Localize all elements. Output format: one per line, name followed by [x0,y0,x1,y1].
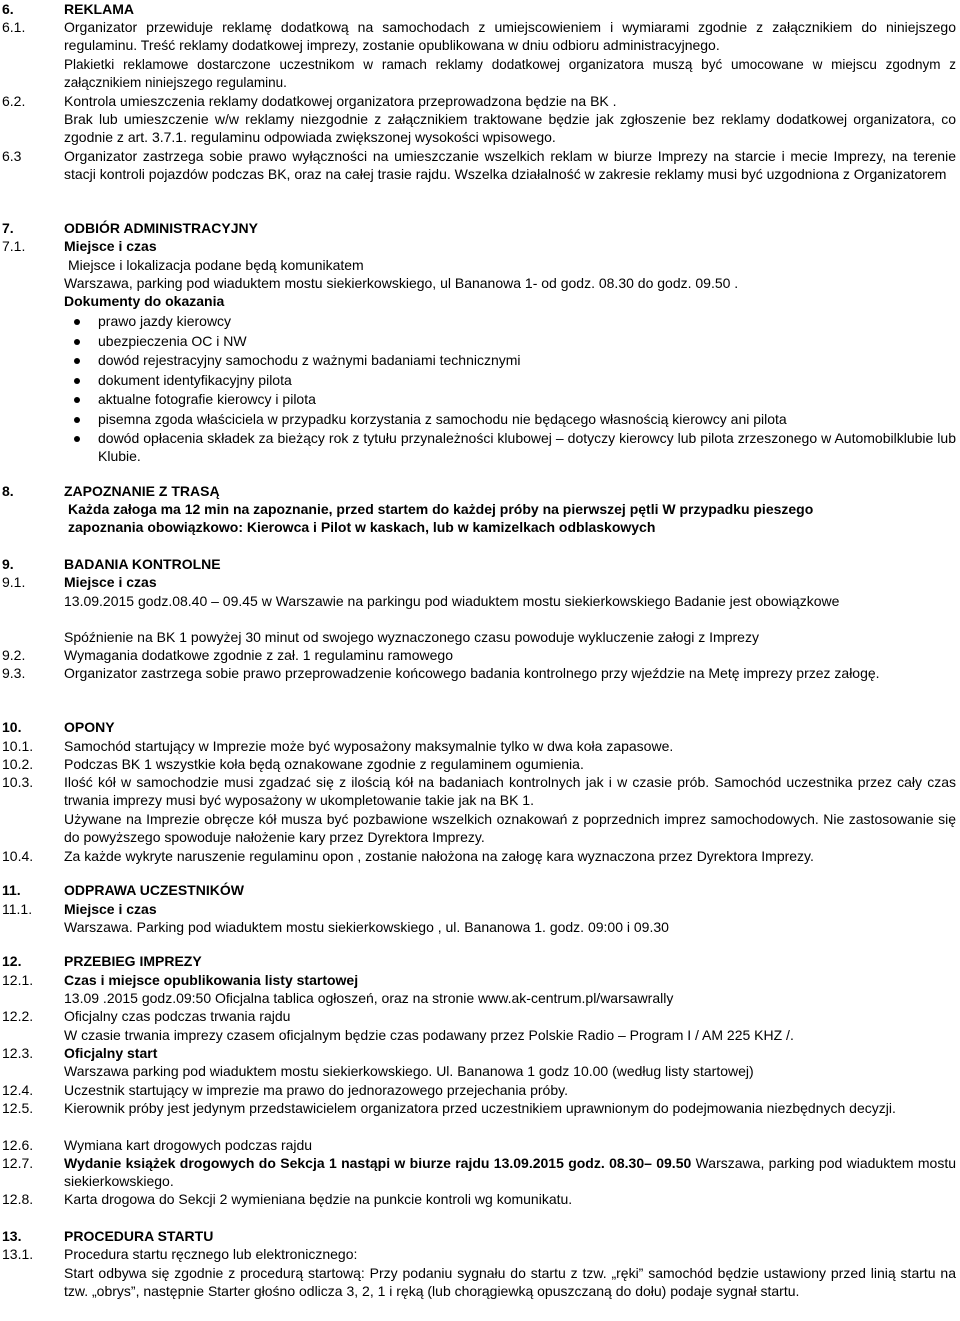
section-title: ZAPOZNANIE Z TRASĄ [64,483,220,499]
paragraph-text: Plakietki reklamowe dostarczone uczestnikom w ramach reklamy dodatkowej organizatora muszą być umocowane w miejscu zgodnym z załącznikiem niniejszego regulaminu. [64,57,956,90]
section-title: PROCEDURA STARTU [64,1228,214,1244]
paragraph-title: Oficjalny czas podczas trwania rajdu [64,1008,291,1024]
paragraph-text: Organizator zastrzega sobie prawo wyłączności na umieszczanie wszelkich reklam w biurze Imprezy na starcie i mecie Imprezy, na terenie stacji kontroli pojazdów podczas BK, oraz na całej trasie rajdu. Wszelka działalność w zakresie reklamy musi być uzgodniona z Organizatorem [64,148,956,182]
paragraph-text: Uczestnik startujący w imprezie ma prawo do jednorazowego przejechania próby. [64,1082,568,1098]
section-number: 8. [2,483,14,499]
paragraph-number: 12.3. [2,1045,34,1061]
paragraph-number: 12.4. [2,1082,34,1098]
paragraph-number: 10.1. [2,738,34,754]
section-title: ODBIÓR ADMINISTRACYJNY [64,220,258,236]
paragraph-text: Start odbywa się zgodnie z procedurą startową: Przy podaniu sygnału do startu z tzw. „ręki” samochód będzie ustawiony przed linią startu na tzw. „obrys”, następnie Starter głośno odlicza 3, 2, 1 i ręką (lub chorągiewką opuszczaną do dołu) podaje sygnał startu. [64,1265,956,1299]
list-item [64,390,956,410]
paragraph-number: 13.1. [2,1246,34,1262]
list-item [64,332,956,352]
paragraph-title: Miejsce i czas [64,901,157,917]
paragraph-text: Kierownik próby jest jedynym przedstawicielem organizatora przed uczestnikiem uprawnionym do podejmowania niezbędnych decyzji. [64,1100,896,1116]
list-item-text: prawo jazdy kierowcy [98,313,232,329]
paragraph-text-bold: Wydanie książek drogowych do Sekcja 1 nastąpi w biurze rajdu 13.09.2015 godz. 08.30– 09.50 [64,1155,692,1171]
paragraph-text: Organizator przewiduje reklamę dodatkową na samochodach z umiejscowieniem i wymiarami zgodnie z załącznikiem do niniejszego regulaminu. Treść reklamy dodatkowej imprezy, zostanie opublikowana w dniu odbioru administracyjnego. [64,19,956,53]
section-number: 6. [2,1,14,17]
paragraph-number: 12.5. [2,1100,34,1116]
paragraph-number: 10.4. [2,848,34,864]
list-item [64,371,956,391]
list-item [64,410,956,430]
list-item-text: pisemna zgoda właściciela w przypadku korzystania z samochodu nie będącego własnością kierowcy ani pilota [98,410,787,427]
section-number: 10. [2,719,22,735]
paragraph-text: Warszawa. Parking pod wiaduktem mostu siekierkowskiego , ul. Bananowa 1. godz. 09:00 i 09.30 [64,919,669,935]
list-item [64,351,956,371]
paragraph-number: 9.1. [2,574,26,590]
paragraph-text: W czasie trwania imprezy czasem oficjalnym będzie czas podawany przez Polskie Radio – Program I / AM 225 KHZ /. [64,1027,794,1043]
section-number: 11. [2,882,21,898]
paragraph-text: Miejsce i lokalizacja podane będą komunikatem [68,257,364,273]
section-title: OPONY [64,719,115,735]
paragraph-number: 12.2. [2,1008,34,1024]
paragraph-number: 12.7. [2,1155,34,1171]
list-item [64,312,956,332]
paragraph-number: 12.8. [2,1191,34,1207]
paragraph-number: 9.3. [2,665,26,681]
paragraph-number: 7.1. [2,238,26,254]
list-item [64,429,956,465]
paragraph-text: 13.09 .2015 godz.09:50 Oficjalna tablica ogłoszeń, oraz na stronie www.ak-centrum.pl/warsawrally [64,990,674,1006]
documents-list [64,312,956,465]
paragraph-number: 6.3 [2,148,22,164]
bullet-icon [74,436,80,442]
bullet-icon [74,319,80,325]
paragraph-title: Oficjalny start [64,1045,158,1061]
section-number: 13. [2,1228,22,1244]
section-title: REKLAMA [64,1,134,17]
paragraph-text: Brak lub umieszczenie w/w reklamy niezgodnie z załącznikiem traktowane będzie jak zgłoszenie bez reklamy dodatkowej organizatora, co zgodnie z art. 3.7.1. regulaminu odpowiada zwiększonej wysokości wpisowego. [64,111,956,145]
paragraph-number: 9.2. [2,647,26,663]
section-number: 9. [2,556,14,572]
paragraph-text: Spóźnienie na BK 1 powyżej 30 minut od swojego wyznaczonego czasu powoduje wykluczenie załogi z Imprezy [64,629,759,645]
paragraph-text: Organizator zastrzega sobie prawo przeprowadzenie końcowego badania kontrolnego przy wjeździe na Metę imprezy przez załogę. [64,665,880,681]
paragraph-text: Ilość kół w samochodzie musi zgadzać się z ilością kół na badaniach kontrolnych jak i w czasie prób. Samochód uczestnika przez cały czas trwania imprezy musi być wyposażony w ukompletowanie takie jak na BK 1. [64,774,956,808]
list-item-text: aktualne fotografie kierowcy i pilota [98,391,316,407]
paragraph-text: Za każde wykryte naruszenie regulaminu opon , zostanie nałożona na załogę kara wyznaczona przez Dyrektora Imprezy. [64,848,814,864]
paragraph-text: Każda załoga ma 12 min na zapoznanie, przed startem do każdej próby na pierwszej pętli W przypadku pieszego zapoznania obowiązkowo: Kierowca i Pilot w kaskach, lub w kamizelkach odblaskowych [68,501,814,535]
section-title: PRZEBIEG IMPREZY [64,953,202,969]
paragraph-text: Używane na Imprezie obręcze kół musza być pozbawione wszelkich oznakowań z poprzednich imprez samochodowych. Nie zastosowanie się do powyższego spowoduje nałożenie kary przez Dyrektora Imprezy. [64,811,956,845]
bullet-icon [74,358,80,364]
paragraph-text: Wymiana kart drogowych podczas rajdu [64,1137,313,1153]
paragraph-number: 11.1. [2,901,33,917]
paragraph-number: 10.3. [2,774,34,790]
paragraph-number: 6.2. [2,93,26,109]
section-number: 12. [2,953,22,969]
paragraph-text: Wymagania dodatkowe zgodnie z zał. 1 regulaminu ramowego [64,647,453,663]
bullet-icon [74,339,80,345]
paragraph-title: Miejsce i czas [64,574,157,590]
section-number: 7. [2,220,14,236]
paragraph-title: Miejsce i czas [64,238,157,254]
paragraph-text: 13.09.2015 godz.08.40 – 09.45 w Warszawie na parkingu pod wiaduktem mostu siekierkowskiego Badanie jest obowiązkowe [64,593,840,609]
paragraph-text: Karta drogowa do Sekcji 2 wymieniana będzie na punkcie kontroli wg komunikatu. [64,1191,573,1207]
paragraph-text: Procedura startu ręcznego lub elektronicznego: [64,1246,358,1262]
section-title: ODPRAWA UCZESTNIKÓW [64,882,244,898]
paragraph-number: 6.1. [2,19,26,35]
paragraph-text: Kontrola umieszczenia reklamy dodatkowej organizatora przeprowadzona będzie na BK . [64,93,617,109]
paragraph-number: 12.6. [2,1137,34,1153]
list-item-text: dowód opłacenia składek za bieżący rok z tytułu przynależności klubowej – dotyczy kierowcy lub pilota zrzeszonego w Automobilklubie lub Klubie. [98,430,956,464]
list-item-text: dowód rejestracyjny samochodu z ważnymi badaniami technicznymi [98,352,521,368]
paragraph-text: Warszawa, parking pod wiaduktem mostu siekierkowskiego, ul Bananowa 1- od godz. 08.30 do godz. 09.50 . [64,275,739,291]
paragraph-number: 10.2. [2,756,34,772]
paragraph-text: Warszawa parking pod wiaduktem mostu siekierkowskiego. Ul. Bananowa 1 godz 10.00 (według listy startowej) [64,1063,754,1079]
list-item-text: ubezpieczenia OC i NW [98,332,247,349]
paragraph-number: 12.1. [2,972,34,988]
paragraph-text: Podczas BK 1 wszystkie koła będą oznakowane zgodnie z regulaminem ogumienia. [64,756,584,772]
paragraph-text [64,1154,956,1190]
paragraph-title: Czas i miejsce opublikowania listy startowej [64,972,359,988]
list-item-text: dokument identyfikacyjny pilota [98,371,292,388]
bullet-icon [74,417,80,423]
section-title: BADANIA KONTROLNE [64,556,221,572]
paragraph-text-rest: Warszawa, parking pod wiaduktem mostu siekierkowskiego. [64,1155,956,1189]
documents-title: Dokumenty do okazania [64,293,225,309]
paragraph-text: Samochód startujący w Imprezie może być wyposażony maksymalnie tylko w dwa koła zapasowe. [64,738,674,754]
bullet-icon [74,378,80,384]
bullet-icon [74,397,80,403]
